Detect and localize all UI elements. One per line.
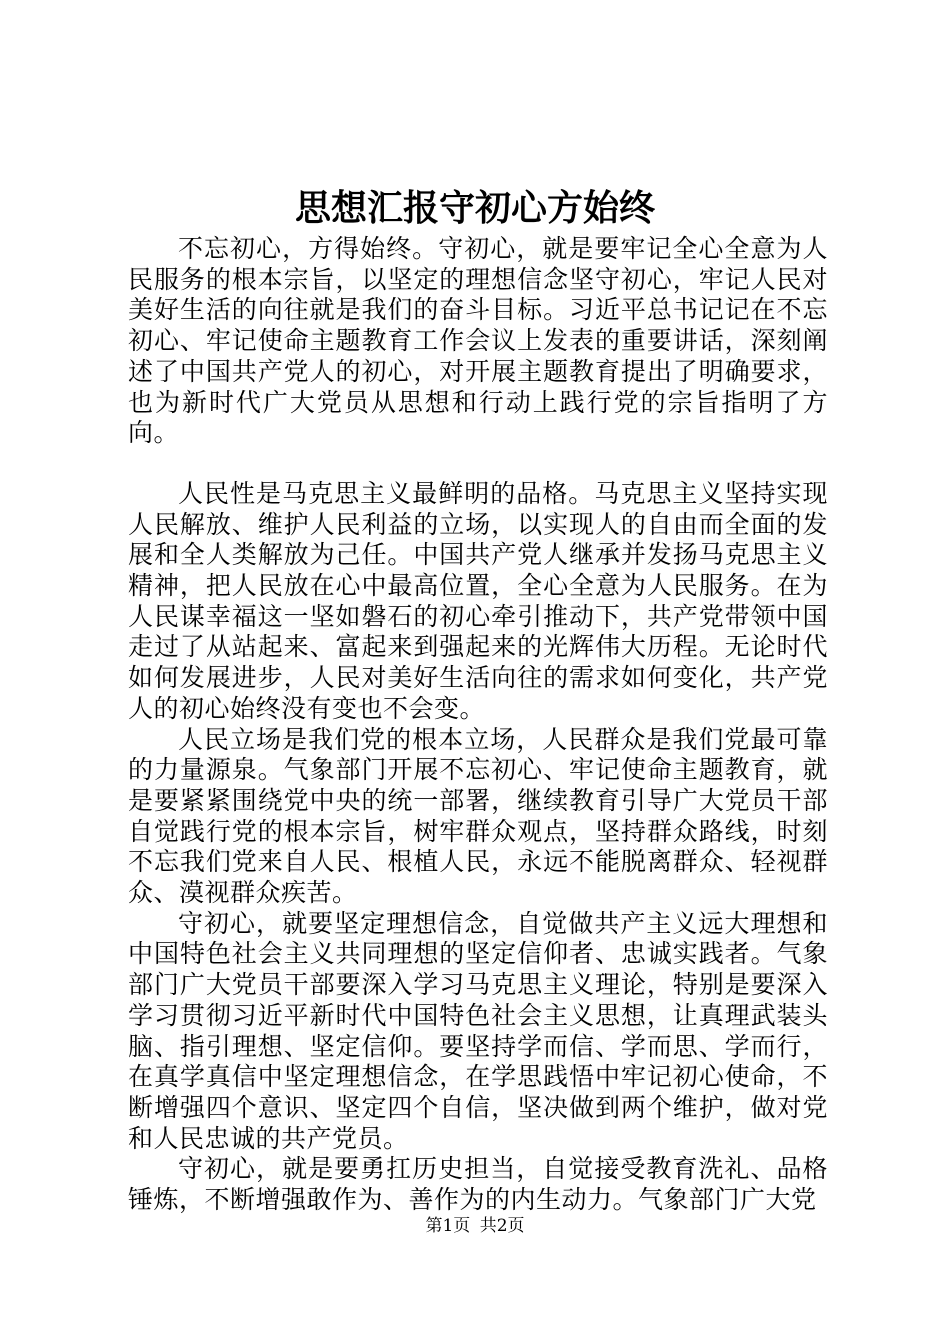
- paragraph-4: 守初心，就要坚定理想信念，自觉做共产主义远大理想和中国特色社会主义共同理想的坚定信仰者、忠诚实践者。气象部门广大党员干部要深入学习马克思主义理论，特别是要深入学习贯彻习近平新时代中国特色社会主义思想，让真理武装头脑、指引理想、坚定信仰。要坚持学而信、学而思、学而行，在真学真信中坚定理想信念，在学思践悟中牢记初心使命，不断增强四个意识、坚定四个自信，坚决做到两个维护，做对党和人民忠诚的共产党员。: [128, 908, 828, 1153]
- paragraph-2: 人民性是马克思主义最鲜明的品格。马克思主义坚持实现人民解放、维护人民利益的立场，以实现人的自由而全面的发展和全人类解放为己任。中国共产党人继承并发扬马克思主义精神，把人民放在心中最高位置，全心全意为人民服务。在为人民谋幸福这一坚如磐石的初心牵引推动下，共产党带领中国走过了从站起来、富起来到强起来的光辉伟大历程。无论时代如何发展进步，人民对美好生活向往的需求如何变化，共产党人的初心始终没有变也不会变。: [128, 478, 828, 723]
- paragraph-1: 不忘初心，方得始终。守初心，就是要牢记全心全意为人民服务的根本宗旨，以坚定的理想信念坚守初心，牢记人民对美好生活的向往就是我们的奋斗目标。习近平总书记记在不忘初心、牢记使命主题教育工作会议上发表的重要讲话，深刻阐述了中国共产党人的初心，对开展主题教育提出了明确要求，也为新时代广大党员从思想和行动上践行党的宗旨指明了方向。: [128, 234, 828, 448]
- page-footer: [0, 1214, 950, 1238]
- page-number-current: 第1页: [425, 1216, 471, 1236]
- paragraph-5: 守初心，就是要勇扛历史担当，自觉接受教育洗礼、品格锤炼，不断增强敢作为、善作为的内生动力。气象部门广大党: [128, 1154, 828, 1215]
- document-body: [128, 234, 828, 1216]
- page-number-total: 共2页: [479, 1216, 525, 1236]
- document-title: 思想汇报守初心方始终: [294, 188, 655, 229]
- paragraph-3: 人民立场是我们党的根本立场，人民群众是我们党最可靠的力量源泉。气象部门开展不忘初心、牢记使命主题教育，就是要紧紧围绕党中央的统一部署，继续教育引导广大党员干部自觉践行党的根本宗旨，树牢群众观点，坚持群众路线，时刻不忘我们党来自人民、根植人民，永远不能脱离群众、轻视群众、漠视群众疾苦。: [128, 724, 828, 908]
